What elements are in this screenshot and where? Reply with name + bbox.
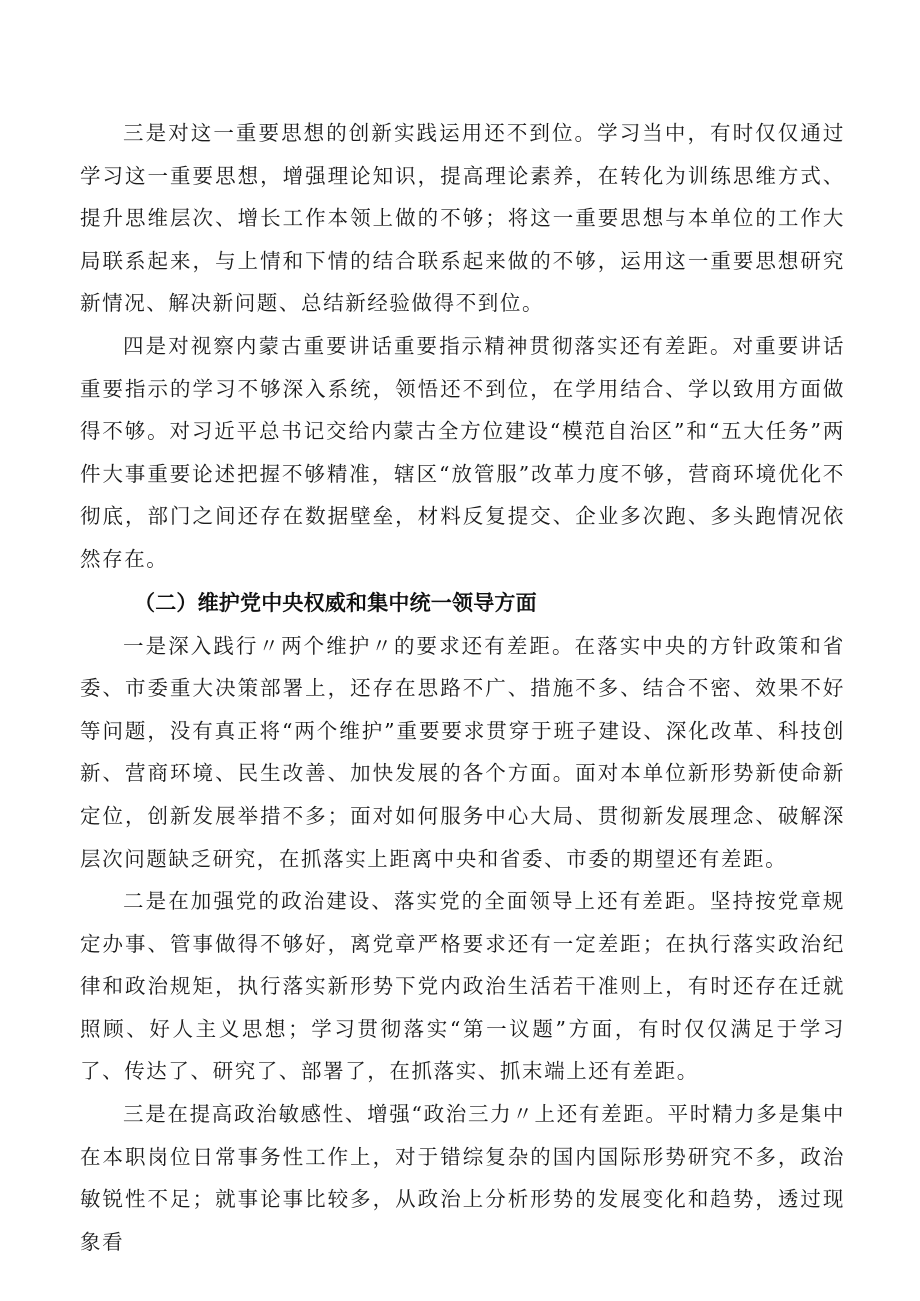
paragraph-point-two-political-building: 二是在加强党的政治建设、落实党的全面领导上还有差距。坚持按党章规定办事、管事做得不够好，离党章严格要求还有一定差距；在执行落实政治纪律和政治规矩，执行落实新形势下党内政治生活若干准则上，有时还存在迁就照顾、好人主义思想；学习贯彻落实“第一议题”方面，有时仅仅满足于学习了、传达了、研究了、部署了，在抓落实、抓末端上还有差距。 [80, 889, 845, 1084]
paragraph-point-three-innovation: 三是对这一重要思想的创新实践运用还不到位。学习当中，有时仅仅通过学习这一重要思想，增强理论知识，提高理论素养，在转化为训练思维方式、提升思维层次、增长工作本领上做的不够；将这一重要思想与本单位的工作大局联系起来，与上情和下情的结合联系起来做的不够，运用这一重要思想研究新情况、解决新问题、总结新经验做得不到位。 [80, 121, 845, 316]
section-heading: （二）维护党中央权威和集中统一领导方面 [134, 590, 537, 615]
paragraph-point-three-political-sensitivity: 三是在提高政治敏感性、增强“政治三力〃上还有差距。平时精力多是集中在本职岗位日常事务性工作上，对于错综复杂的国内国际形势研究不多，政治敏锐性不足；就事论事比较多，从政治上分析形势的发展变化和趋势，透过现象看 [80, 1102, 845, 1254]
paragraph-point-one-two-safeguards: 一是深入践行〃两个维护〃的要求还有差距。在落实中央的方针政策和省委、市委重大决策部署上，还存在思路不广、措施不多、结合不密、效果不好等问题，没有真正将“两个维护”重要要求贯穿于班子建设、深化改革、科技创新、营商环境、民生改善、加快发展的各个方面。面对本单位新形势新使命新定位，创新发展举措不多；面对如何服务中心大局、贯彻新发展理念、破解深层次问题缺乏研究，在抓落实上距离中央和省委、市委的期望还有差距。 [80, 633, 845, 871]
paragraph-point-four-inner-mongolia: 四是对视察内蒙古重要讲话重要指示精神贯彻落实还有差距。对重要讲话重要指示的学习不够深入系统，领悟还不到位，在学用结合、学以致用方面做得不够。对习近平总书记交给内蒙古全方位建设“模范自治区”和“五大任务”两件大事重要论述把握不够精准，辖区“放管服”改革力度不够，营商环境优化不彻底，部门之间还存在数据壁垒，材料反复提交、企业多次跑、多头跑情况依然存在。 [80, 333, 845, 571]
document-body [80, 112, 845, 1263]
